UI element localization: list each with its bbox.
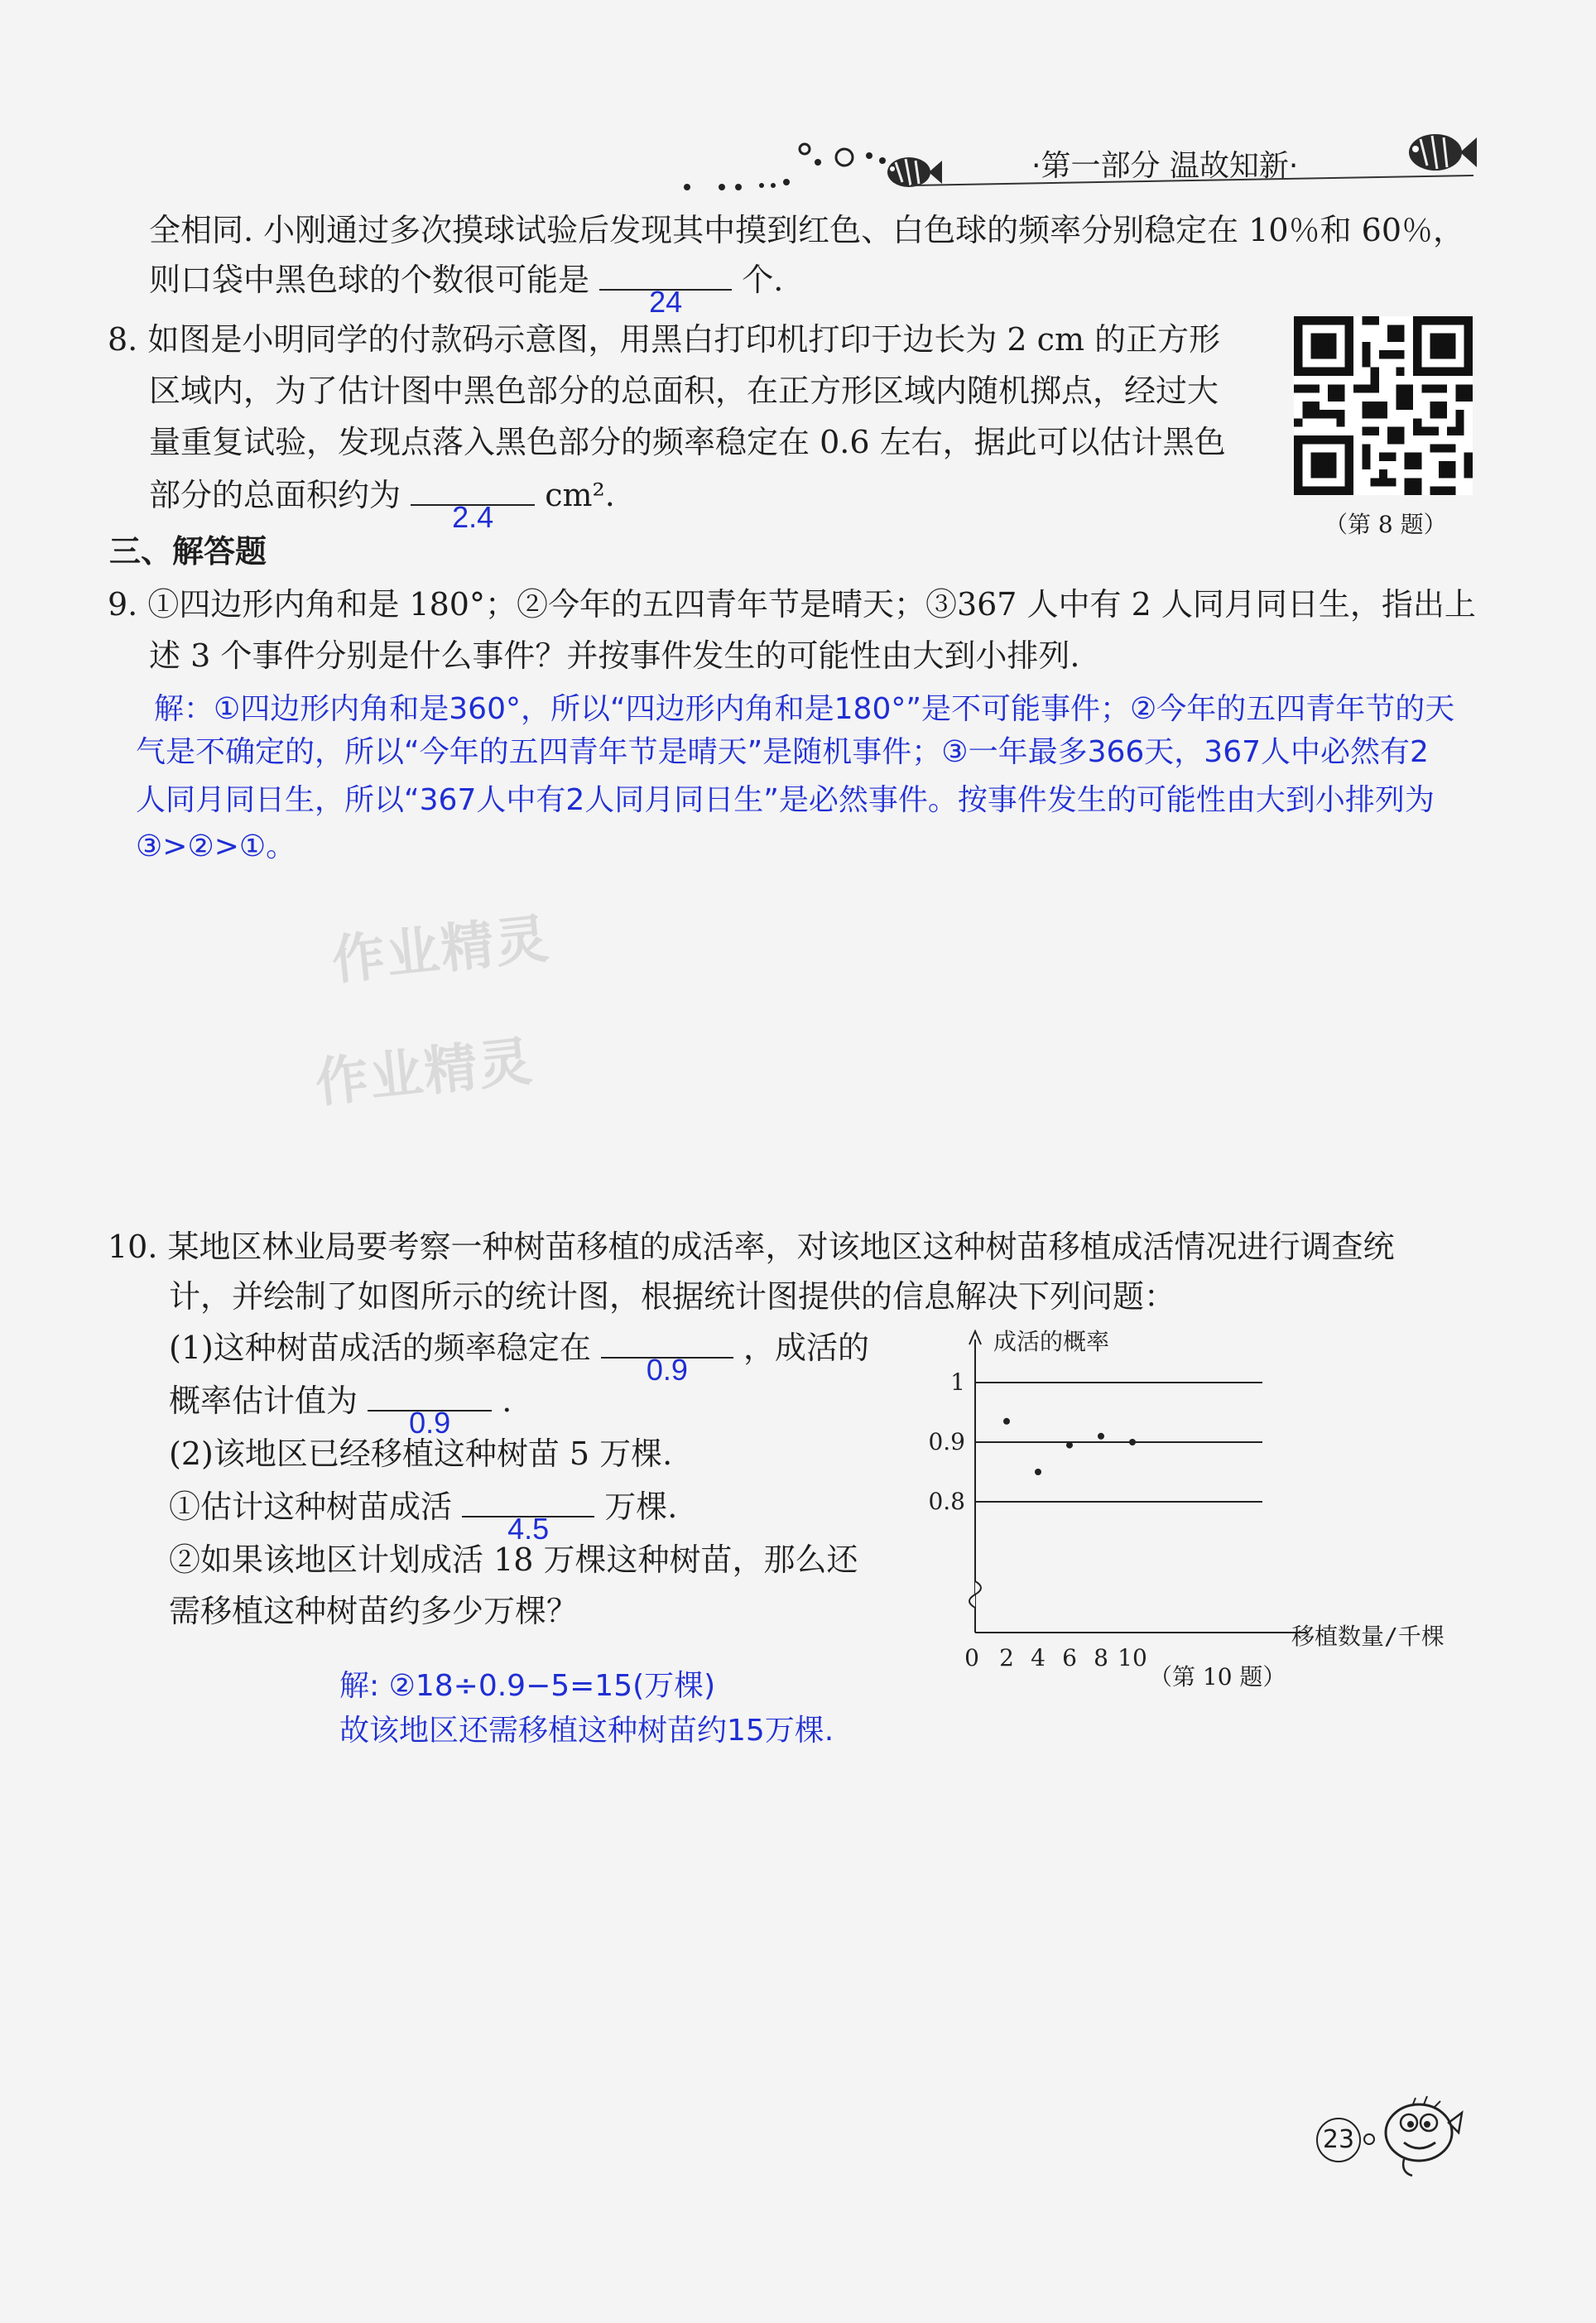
section-title: ·第一部分 温故知新· [1031, 149, 1299, 183]
axis-break [969, 1581, 981, 1608]
q10-caption: （第 10 题） [1149, 1663, 1286, 1691]
q10-part1-blank [601, 1353, 733, 1387]
q10-part1-text: (1)这种树苗成活的频率稳定在 [169, 1330, 591, 1366]
q10-part1 [169, 1326, 870, 1387]
x-tick-label: 6 [1062, 1644, 1077, 1671]
y-tick-label: 0.8 [928, 1488, 965, 1515]
q8-answer: 2.4 [452, 500, 494, 534]
x-axis-label: 移植数量/千棵 [1291, 1623, 1445, 1650]
q10-line1: 10. 某地区林业局要考察一种树苗移植的成活率，对该地区这种树苗移植成活情况进行调查统 [108, 1229, 1395, 1265]
q7-text: 则口袋中黑色球的个数很可能是 [149, 262, 590, 298]
q10-line2: 计，并绘制了如图所示的统计图，根据统计图提供的信息解决下列问题： [169, 1278, 1176, 1315]
mascot-icon [1358, 2090, 1465, 2181]
section-heading: 三、解答题 [109, 533, 267, 570]
q8-caption: （第 8 题） [1324, 511, 1447, 538]
q9-line2: 述 3 个事件分别是什么事件？并按事件发生的可能性由大到小排列. [149, 637, 1080, 674]
q7-answer-blank [599, 285, 732, 319]
data-point [1003, 1418, 1010, 1425]
data-point [1066, 1442, 1073, 1449]
x-tick-label: 8 [1094, 1644, 1108, 1671]
q10-part2a-answer: 4.5 [507, 1512, 550, 1546]
q10-part2a-blank [462, 1512, 594, 1546]
q10-part1-text-post: ，成活的 [743, 1330, 870, 1366]
q10-part1b [169, 1379, 512, 1440]
page-number-badge [1316, 2118, 1361, 2162]
q10-part2a-text-post: 万棵. [604, 1489, 678, 1525]
y-tick-label: 0.9 [928, 1428, 965, 1455]
q9-solution-line3: 人同月同日生，所以“367人中有2人同月同日生”是必然事件。按事件发生的可能性由大到小排列为 [136, 783, 1435, 817]
data-point [1129, 1439, 1136, 1445]
x-tick-label: 10 [1118, 1644, 1147, 1671]
q9-solution-line4: ③>②>①。 [136, 830, 296, 863]
q7-text-post: 个. [742, 262, 784, 298]
qr-code-image [1290, 316, 1477, 495]
q10-part2: (2)该地区已经移植这种树苗 5 万棵. [169, 1436, 673, 1472]
y-axis-label: 成活的概率 [993, 1328, 1110, 1355]
data-point [1098, 1433, 1104, 1440]
q8-text: 部分的总面积约为 [149, 477, 401, 513]
q10-part2a-text: ①估计这种树苗成活 [169, 1489, 453, 1525]
watermark: 作业精灵 [312, 1031, 536, 1115]
header-rule [911, 174, 1482, 190]
q8-answer-blank [411, 500, 535, 534]
q8-line2: 区域内，为了估计图中黑色部分的总面积，在正方形区域内随机掷点，经过大 [149, 373, 1219, 409]
q9-solution-line2: 气是不确定的，所以“今年的五四青年节是晴天”是随机事件；③一年最多366天，367人中必然有2 [136, 735, 1429, 769]
q8-line1: 8. 如图是小明同学的付款码示意图，用黑白打印机打印于边长为 2 cm 的正方形 [108, 321, 1221, 358]
q10-part1b-text: 概率估计值为 [169, 1383, 358, 1419]
survival-rate-chart [911, 1308, 1490, 1697]
q10-part1b-blank [368, 1406, 492, 1440]
y-tick-label: 1 [950, 1368, 965, 1396]
x-tick-label: 2 [999, 1644, 1014, 1671]
fish-icon [1399, 126, 1478, 179]
x-tick-label: 0 [964, 1644, 979, 1671]
data-point [1035, 1469, 1041, 1475]
q10-part2b-line2: 需移植这种树苗约多少万棵？ [169, 1593, 579, 1629]
q10-part1-answer: 0.9 [646, 1353, 688, 1387]
q9-solution-line1: 解：①四边形内角和是360°，所以“四边形内角和是180°”是不可能事件；②今年的五四青年节的天 [154, 692, 1455, 726]
q8-line3: 量重复试验，发现点落入黑色部分的频率稳定在 0.6 左右，据此可以估计黑色 [149, 424, 1226, 460]
q7-line2 [149, 258, 784, 319]
q8-line4 [149, 474, 615, 534]
q10-part2a [169, 1485, 678, 1546]
q9-line1: 9. ①四边形内角和是 180°；②今年的五四青年节是晴天；③367 人中有 2 人同月同日生，指出上 [108, 586, 1476, 623]
q10-part1b-text-post: . [502, 1383, 512, 1419]
q10-solution-line1: 解: ②18÷0.9−5=15(万棵) [339, 1669, 716, 1703]
q8-text-post: cm². [545, 477, 615, 513]
page-number: 23 [1322, 2125, 1355, 2154]
q7-line1: 全相同. 小刚通过多次摸球试验后发现其中摸到红色、白色球的频率分别稳定在 10％和 60％， [149, 212, 1465, 248]
watermark: 作业精灵 [329, 908, 553, 993]
x-tick-label: 4 [1031, 1644, 1046, 1671]
q10-solution-line2: 故该地区还需移植这种树苗约15万棵. [339, 1714, 834, 1748]
q7-answer: 24 [649, 285, 683, 319]
q10-part1b-answer: 0.9 [409, 1406, 451, 1440]
q10-part2b-line1: ②如果该地区计划成活 18 万棵这种树苗，那么还 [169, 1541, 858, 1578]
